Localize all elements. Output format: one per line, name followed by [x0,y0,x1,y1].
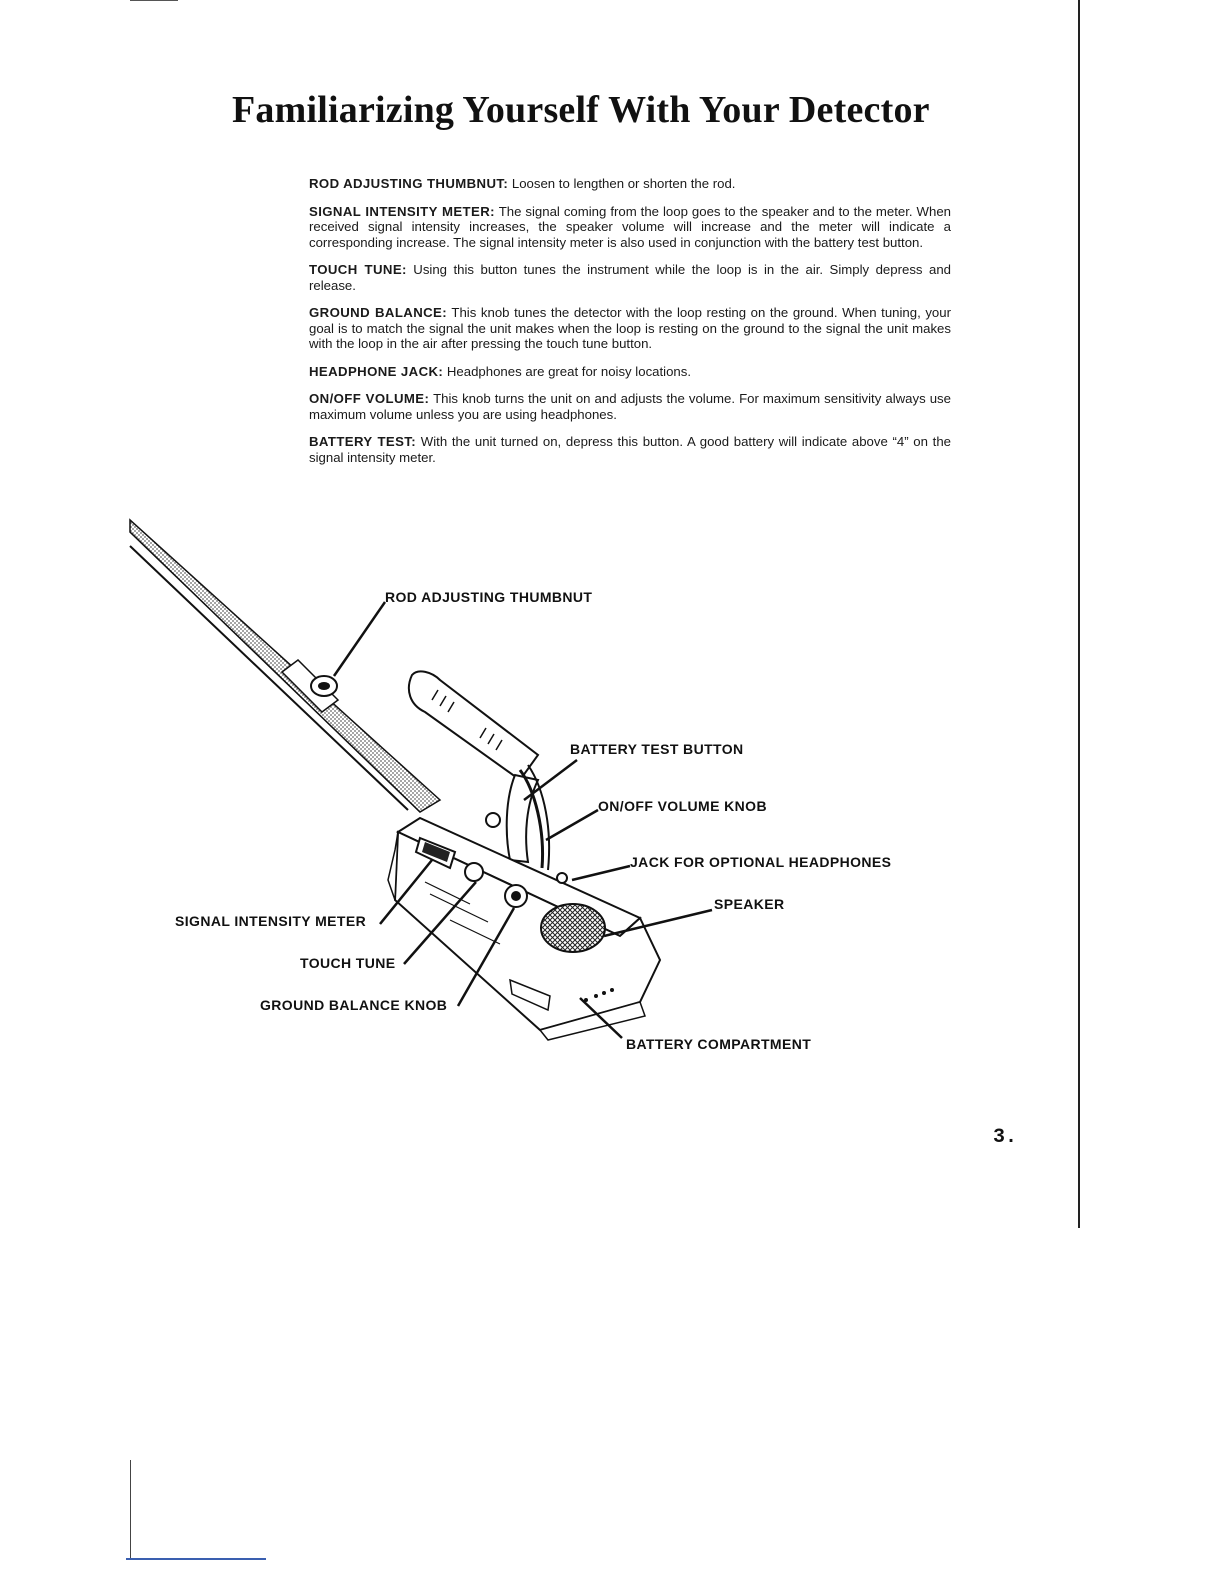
thumbnut-icon [311,676,337,696]
speaker-icon [541,904,605,952]
definition-term: ON/OFF VOLUME: [309,391,430,406]
battery-test-button-icon [486,813,500,827]
touch-tune-button-icon [465,863,483,881]
callout-speaker: SPEAKER [714,896,785,912]
definition-term: ROD ADJUSTING THUMBNUT: [309,176,509,191]
definition-term: GROUND BALANCE: [309,305,448,320]
definition-text: This knob turns the unit on and adjusts the volume. For maximum sensitivity always use maximum volume unless you are using headphones. [309,391,951,422]
callout-battery-compartment: BATTERY COMPARTMENT [626,1036,812,1052]
definition-term: TOUCH TUNE: [309,262,407,277]
callout-rod-thumbnut: ROD ADJUSTING THUMBNUT [385,589,593,605]
definition-text: Headphones are great for noisy locations. [446,363,692,379]
detector-rod [130,520,440,812]
definition-term: BATTERY TEST: [309,434,417,449]
definition-text: Loosen to lengthen or shorten the rod. [511,176,736,191]
callout-ground-balance-knob: GROUND BALANCE KNOB [260,997,448,1013]
definition-term: SIGNAL INTENSITY METER: [309,203,495,219]
page-number: 3. [993,1126,1018,1149]
definition-text: The signal coming from the loop goes to the speaker and to the meter. When received signal intensity increases, the speaker volume will increase and the meter will indicate a corresponding increase. The signal intensity meter is also used in conjunction with the battery test button. [309,203,951,250]
page-title: Familiarizing Yourself With Your Detector [232,89,930,131]
callout-battery-test-button: BATTERY TEST BUTTON [570,741,744,757]
callout-touch-tune: TOUCH TUNE [300,955,396,971]
definition-text: With the unit turned on, depress this button. A good battery will indicate above “4” on the signal intensity meter. [309,434,951,465]
callout-headphone-jack: JACK FOR OPTIONAL HEADPHONES [630,854,892,870]
callout-on-off-volume-knob: ON/OFF VOLUME KNOB [598,798,767,814]
definition-term: HEADPHONE JACK: [309,363,444,379]
definition-text: Using this button tunes the instrument while the loop is in the air. Simply depress and release. [309,262,951,293]
definition-text: This knob tunes the detector with the loop resting on the ground. When tuning, your goal is to match the signal the unit makes when the loop is resting on the ground to the signal the unit makes with the loop in the air after pressing the touch tune button. [309,305,951,351]
headphone-jack-icon [557,873,567,883]
ground-balance-knob-icon [505,885,527,907]
callout-signal-meter: SIGNAL INTENSITY METER [175,913,367,929]
